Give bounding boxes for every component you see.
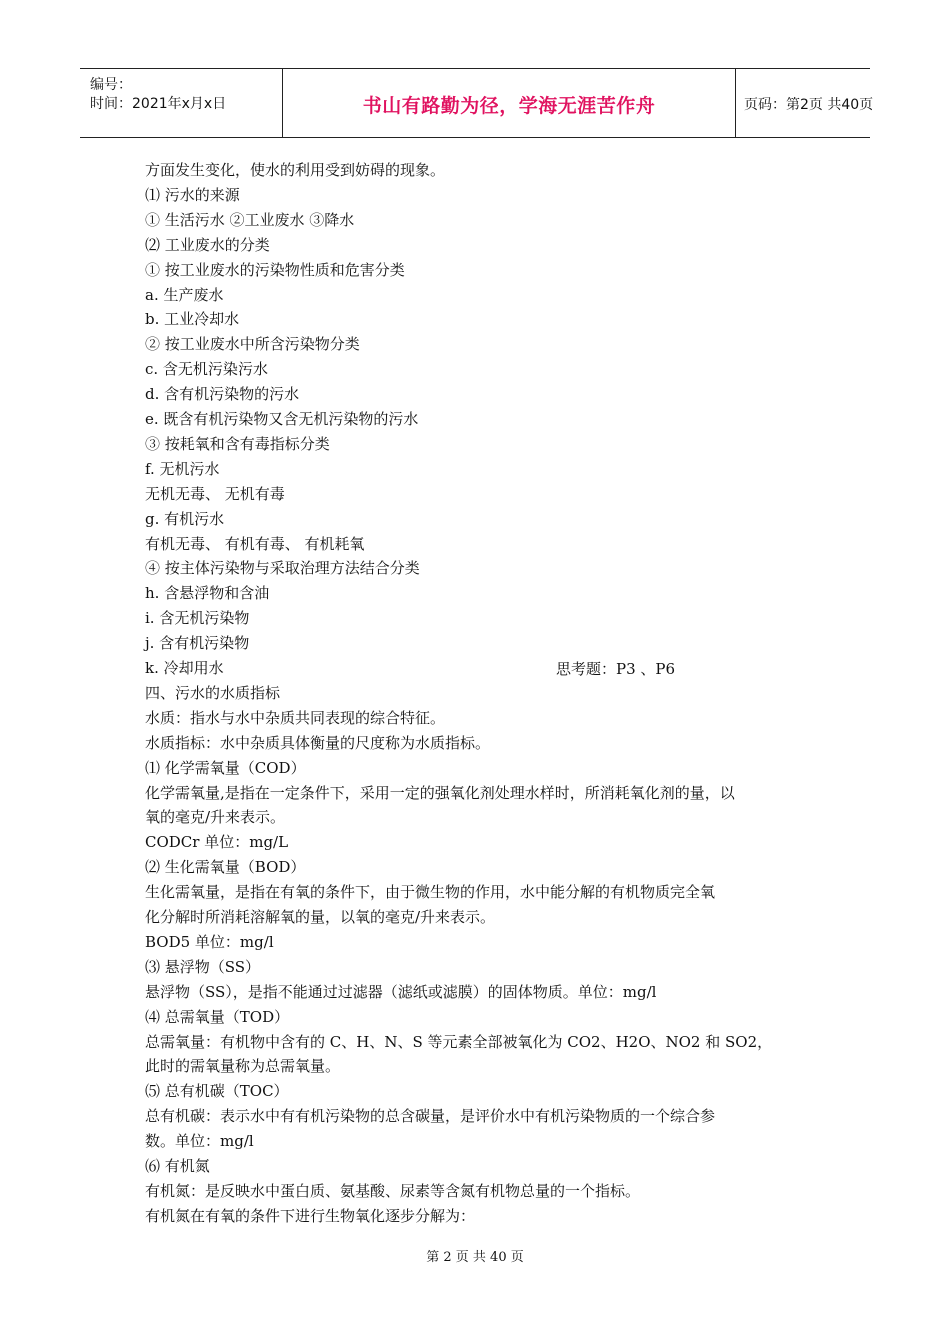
body-line: ② 按工业废水中所含污染物分类 <box>145 335 360 354</box>
body-line: 氧的毫克/升来表示。 <box>145 808 286 827</box>
header-slogan: 书山有路勤为径，学海无涯苦作舟 <box>362 95 656 117</box>
body-line: 水质指标：水中杂质具体衡量的尺度称为水质指标。 <box>145 733 491 752</box>
body-line: ① 生活污水 ②工业废水 ③降水 <box>145 210 355 229</box>
body-line: 总有机碳：表示水中有有机污染物的总含碳量，是评价水中有机污染物质的一个综合参 <box>145 1107 716 1126</box>
document-number-label: 编号： <box>90 77 132 93</box>
body-line: 无机无毒、 无机有毒 <box>145 484 285 503</box>
body-line: 数。单位：mg/l <box>145 1132 254 1151</box>
body-line: b. 工业冷却水 <box>145 310 240 329</box>
header-left-cell <box>80 69 283 137</box>
body-line: 总需氧量：有机物中含有的 C、H、N、S 等元素全部被氧化为 CO2、H2O、NO2 和 SO2， <box>145 1032 773 1051</box>
body-line: k. 冷却用水 <box>145 659 224 677</box>
body-line: ① 按工业废水的污染物性质和危害分类 <box>145 260 405 279</box>
body-line: 悬浮物（SS），是指不能通过过滤器（滤纸或滤膜）的固体物质。单位：mg/l <box>145 982 657 1001</box>
body-line: ⑷ 总需氧量（TOD） <box>145 1007 290 1026</box>
body-line: 有机氮在有氧的条件下进行生物氧化逐步分解为： <box>145 1206 476 1225</box>
body-line: ④ 按主体污染物与采取治理方法结合分类 <box>145 559 420 578</box>
header-page-info: 页码：第2页 共40页 <box>744 97 874 113</box>
header-right-cell <box>736 69 874 137</box>
body-line: ⑸ 总有机碳（TOC） <box>145 1082 289 1101</box>
side-note: 思考题：P3 、P6 <box>556 660 676 678</box>
body-line: ⑵ 生化需氧量（BOD） <box>145 858 306 877</box>
body-line: i. 含无机污染物 <box>145 609 250 628</box>
body-line: 生化需氧量，是指在有氧的条件下，由于微生物的作用，水中能分解的有机物质完全氧 <box>145 883 716 902</box>
body-line: f. 无机污水 <box>145 459 220 478</box>
body-line: 有机无毒、 有机有毒、 有机耗氧 <box>145 534 365 553</box>
body-line: 水质：指水与水中杂质共同表现的综合特征。 <box>145 708 446 727</box>
page-header <box>80 68 874 138</box>
header-middle-cell <box>283 69 736 137</box>
body-line: 此时的需氧量称为总需氧量。 <box>145 1057 341 1076</box>
body-line: ⑶ 悬浮物（SS） <box>145 957 261 976</box>
body-line: ③ 按耗氧和含有毒指标分类 <box>145 434 330 453</box>
body-line: ⑴ 污水的来源 <box>145 185 240 204</box>
body-line: 化分解时所消耗溶解氧的量，以氧的毫克/升来表示。 <box>145 908 496 926</box>
body-line: a. 生产废水 <box>145 285 224 304</box>
body-line: 化学需氧量,是指在一定条件下，采用一定的强氧化剂处理水样时，所消耗氧化剂的量，以 <box>145 783 735 802</box>
body-line: e. 既含有机污染物又含无机污染物的污水 <box>145 410 419 428</box>
body-line: 有机氮：是反映水中蛋白质、氨基酸、尿素等含氮有机物总量的一个指标。 <box>145 1181 641 1200</box>
body-line: ⑵ 工业废水的分类 <box>145 235 270 254</box>
body-line: ⑹ 有机氮 <box>145 1157 210 1175</box>
document-time-label: 时间：2021年x月x日 <box>90 96 227 112</box>
body-line: BOD5 单位：mg/l <box>145 932 274 951</box>
body-line: d. 含有机污染物的污水 <box>145 385 300 404</box>
body-line: 方面发生变化，使水的利用受到妨碍的现象。 <box>145 161 446 179</box>
page-footer: 第 2 页 共 40 页 <box>426 1250 524 1265</box>
body-line: 四、污水的水质指标 <box>145 683 281 702</box>
body-line: CODCr 单位：mg/L <box>145 833 289 852</box>
body-line: ⑴ 化学需氧量（COD） <box>145 758 306 777</box>
body-line: j. 含有机污染物 <box>145 634 250 653</box>
body-line: g. 有机污水 <box>145 509 225 528</box>
body-line: h. 含悬浮物和含油 <box>145 584 270 603</box>
body-line: c. 含无机污染污水 <box>145 360 268 379</box>
